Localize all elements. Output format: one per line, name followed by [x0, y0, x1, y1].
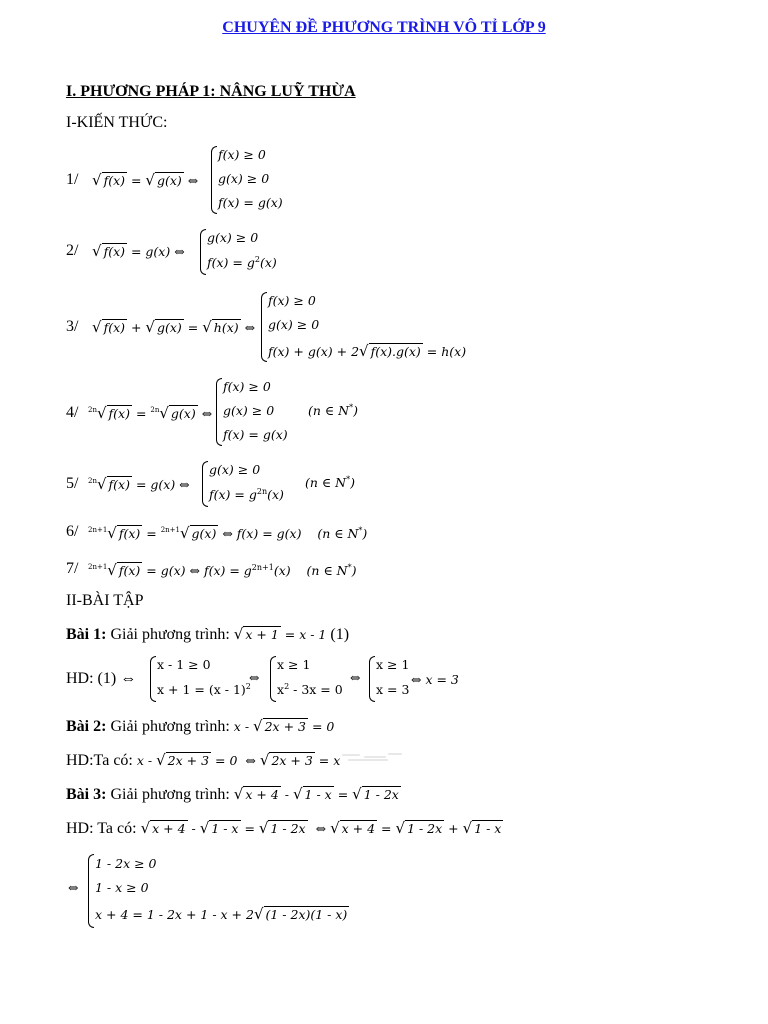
bai-2-prompt: Giải phương trình:	[110, 718, 230, 735]
rule-2-cond-2: $f(x) = g^2(x)$	[207, 255, 277, 270]
section-2-heading: II-BÀI TẬP	[66, 592, 144, 609]
rule-4-label: 4/	[66, 404, 79, 421]
bai-1-sys1-line-1: x - 1 ≥ 0	[157, 657, 211, 672]
bai-3-final-brace	[88, 854, 94, 928]
rule-2-brace	[200, 229, 206, 275]
bai-1-sys1-brace	[150, 656, 156, 702]
rule-5-formula: $^{2n}$√ f(x) = g(x) ⇔	[88, 475, 190, 493]
rule-2-formula: √ f(x) = g(x) ⇔	[92, 242, 185, 260]
section-1-heading: I. PHƯƠNG PHÁP 1: NÂNG LUỸ THỪA	[66, 83, 356, 100]
bai-2-equation: x - √ 2x + 3 = 0	[233, 717, 335, 735]
bai-1-equation: √ x + 1 = x - 1	[233, 625, 327, 643]
rule-7-formula: $^{2n+1}$√ f(x) = g(x) ⇔ $f(x) = g^{2n+1}(x)$ (n ∈ N*)	[88, 561, 357, 579]
rule-3-brace	[261, 292, 267, 362]
bai-2-hd	[66, 751, 340, 770]
rule-5-condition: (n ∈ N*)	[305, 475, 355, 490]
bai-1-sys3-line-1: x ≥ 1	[376, 657, 410, 672]
knowledge-heading: I-KIẾN THỨC:	[66, 114, 168, 131]
bai-1-result: ⇔ x = 3	[411, 672, 459, 687]
rule-1-label: 1/	[66, 171, 79, 188]
rule-5-label: 5/	[66, 475, 79, 492]
bai-3-hd-eq2: ⇔ √ x + 4 = √ 1 - 2x + √ 1 - x	[315, 819, 502, 837]
bai-1-sys2-line-1: x ≥ 1	[277, 657, 311, 672]
bai-3-label: Bài 3:	[66, 786, 107, 803]
bai-3-line	[66, 785, 401, 804]
rule-5-cond-2: $f(x) = g^{2n}(x)$	[209, 487, 284, 502]
rule-6-label: 6/	[66, 523, 79, 540]
document-title: CHUYÊN ĐỀ PHƯƠNG TRÌNH VÔ TỈ LỚP 9	[222, 19, 546, 36]
rule-1-formula: √ f(x) = √ g(x) ⇔	[92, 171, 199, 189]
bai-3-final-line-2: 1 - x ≥ 0	[95, 880, 149, 895]
rule-3-cond-1: f(x) ≥ 0	[268, 293, 316, 308]
rule-5-cond-1: g(x) ≥ 0	[209, 462, 261, 477]
bai-3-final-line-1: 1 - 2x ≥ 0	[95, 856, 157, 871]
equiv-arrow-2: ⇔	[350, 670, 361, 685]
rule-6-formula: $^{2n+1}$√ f(x) = $^{2n+1}$√ g(x) ⇔ f(x) = g(x) (n ∈ N*)	[88, 524, 368, 542]
bai-3-equation: √ x + 4 - √ 1 - x = √ 1 - 2x	[233, 785, 399, 803]
rule-5-brace	[202, 461, 208, 507]
bai-3-final-line-3: x + 4 = 1 - 2x + 1 - x + 2√ (1 - 2x)(1 - x)	[95, 905, 348, 923]
bai-1-label: Bài 1:	[66, 626, 107, 643]
rule-2-cond-1: g(x) ≥ 0	[207, 230, 259, 245]
faded-mark	[338, 750, 408, 764]
rule-3-label: 3/	[66, 318, 79, 335]
rule-1-cond-1: f(x) ≥ 0	[218, 147, 266, 162]
rule-1-cond-2: g(x) ≥ 0	[218, 171, 270, 186]
rule-3-formula: √ f(x) + √ g(x) = √ h(x) ⇔	[92, 318, 256, 336]
bai-1-sys2-line-2: $x^2 - 3x = 0$	[277, 682, 343, 697]
bai-1-sys3-line-2: x = 3	[376, 682, 410, 697]
rule-4-brace	[216, 378, 222, 446]
bai-3-hd	[66, 819, 503, 838]
bai-3-hd-label: HD: Ta có:	[66, 820, 137, 837]
equiv-arrow-1: ⇔	[249, 670, 260, 685]
rule-4-condition: (n ∈ N*)	[308, 403, 358, 418]
rule-4-cond-2: g(x) ≥ 0	[223, 403, 275, 418]
bai-3-hd-eq1: √ x + 4 - √ 1 - x = √ 1 - 2x	[140, 819, 306, 837]
rule-4-cond-1: f(x) ≥ 0	[223, 379, 271, 394]
rule-3-cond-3: f(x) + g(x) + 2√ f(x).g(x) = h(x)	[268, 342, 467, 360]
bai-2-label: Bài 2:	[66, 718, 107, 735]
bai-1-sys1-line-2: x + 1 = (x - 1)$^2$	[157, 682, 251, 697]
rule-1-cond-3: f(x) = g(x)	[218, 195, 283, 210]
rule-3-cond-2: g(x) ≥ 0	[268, 317, 320, 332]
rule-4-cond-3: f(x) = g(x)	[223, 427, 288, 442]
bai-1-sys2-brace	[270, 656, 276, 702]
bai-2-hd-eq1: x - √ 2x + 3 = 0	[136, 751, 238, 769]
bai-2-hd-label: HD:Ta có:	[66, 752, 133, 769]
bai-3-final-arrow: ⇔	[68, 880, 79, 895]
bai-1-prompt: Giải phương trình:	[110, 626, 230, 643]
rule-2-label: 2/	[66, 242, 79, 259]
rule-4-formula: $^{2n}$√ f(x) = $^{2n}$√ g(x) ⇔	[88, 404, 213, 422]
bai-2-hd-eq2: ⇔ √ 2x + 3 = x	[245, 751, 341, 769]
bai-3-prompt: Giải phương trình:	[110, 786, 230, 803]
bai-1-hd-label: HD: (1) ⇔	[66, 670, 137, 687]
bai-1-sys3-brace	[369, 656, 375, 702]
rule-1-brace	[211, 146, 217, 214]
bai-2-line	[66, 717, 334, 736]
bai-1-tag: (1)	[330, 626, 350, 643]
rule-7-label: 7/	[66, 560, 79, 577]
bai-1-line	[66, 625, 349, 644]
